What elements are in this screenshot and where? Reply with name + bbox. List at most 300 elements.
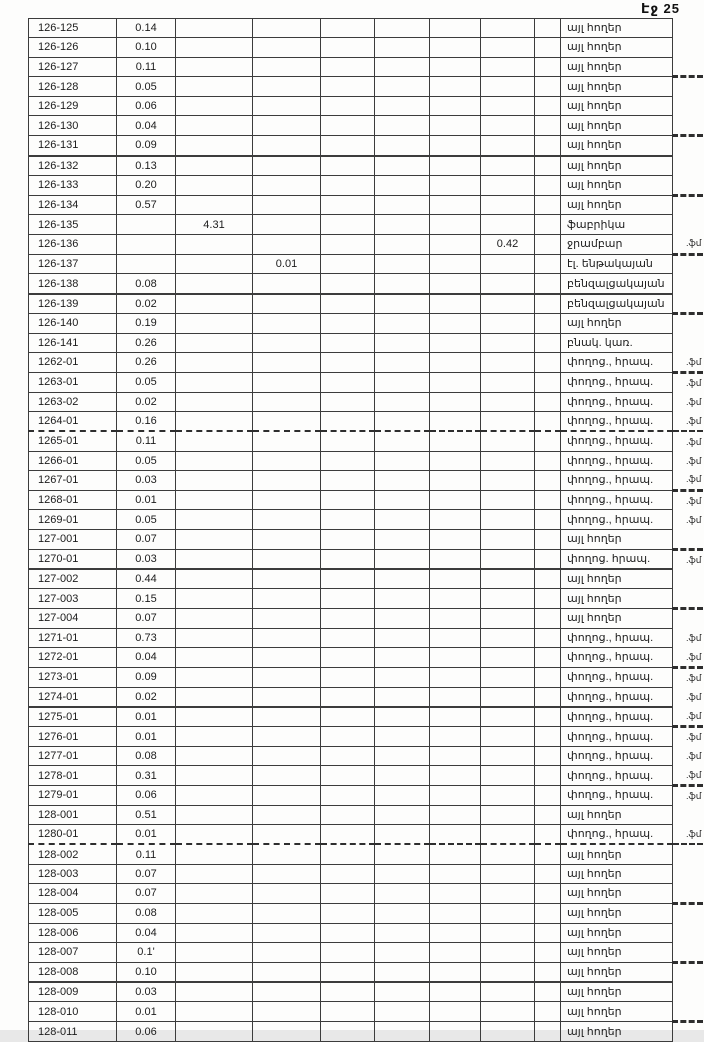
table-row [29,589,703,609]
margin-note: .ֆմ [686,495,702,506]
area-cell-col8 [481,254,535,274]
parcel-id-cell: 1270-01 [29,549,117,569]
area-cell-col9 [535,451,561,470]
area-cell-col6 [375,77,430,97]
area-cell-col3 [176,766,253,786]
parcel-id-cell: 127-004 [29,608,117,628]
area-cell-col9 [535,274,561,294]
area-cell-col4 [253,746,321,765]
area-cell-col7 [430,667,481,687]
area-cell-col5 [321,805,375,824]
area-cell-col4 [253,923,321,942]
table-row [29,411,703,431]
area-cell-col2: 0.04 [117,116,176,136]
area-cell-col6 [375,254,430,274]
area-cell-col9 [535,687,561,707]
area-cell-col7 [430,431,481,451]
area-cell-col7 [430,215,481,234]
area-cell-col3 [176,116,253,136]
area-cell-col5 [321,1022,375,1042]
margin-note [673,1002,703,1022]
land-use-cell: փողոց., հրապ. [561,766,673,786]
parcel-id-cell: 1266-01 [29,451,117,470]
margin-note [673,19,703,38]
area-cell-col5 [321,313,375,333]
area-cell-col4 [253,77,321,97]
parcel-id-cell: 128-003 [29,864,117,883]
area-cell-col4 [253,490,321,510]
area-cell-col3 [176,962,253,982]
area-cell-col6 [375,1022,430,1042]
table-row [29,628,703,647]
area-cell-col9 [535,333,561,352]
area-cell-col7 [430,195,481,215]
area-cell-col8 [481,431,535,451]
area-cell-col7 [430,589,481,609]
area-cell-col7 [430,234,481,254]
area-cell-col4 [253,470,321,490]
area-cell-col2: 0.05 [117,510,176,529]
area-cell-col4 [253,707,321,727]
land-use-cell: փողոց., հրապ. [561,451,673,470]
land-use-cell: փողոց., հրապ. [561,727,673,747]
parcel-id-cell: 128-001 [29,805,117,824]
land-use-cell: բենզալցակայան [561,274,673,294]
margin-note: .ֆմ [686,396,702,407]
table-row [29,470,703,490]
area-cell-col2: 0.04 [117,648,176,668]
area-cell-col8 [481,667,535,687]
area-cell-col4 [253,156,321,176]
area-cell-col5 [321,529,375,549]
margin-note: .ֆմ [686,751,702,762]
land-use-cell: բենզալցակայան [561,294,673,314]
area-cell-col2: 0.05 [117,451,176,470]
area-cell-col3 [176,175,253,195]
area-cell-col8 [481,707,535,727]
parcel-id-cell: 1268-01 [29,490,117,510]
area-cell-col6 [375,136,430,156]
area-cell-col7 [430,549,481,569]
land-use-cell: փողոց., հրապ. [561,510,673,529]
area-cell-col7 [430,1002,481,1022]
area-cell-col8 [481,746,535,765]
area-cell-col9 [535,510,561,529]
area-cell-col2: 0.1' [117,942,176,962]
land-use-cell: ֆաբրիկա [561,215,673,234]
parcel-id-cell: 1272-01 [29,648,117,668]
area-cell-col7 [430,294,481,314]
parcel-id-cell: 126-125 [29,19,117,38]
page-number: Էջ 25 [641,1,680,16]
area-cell-col4 [253,97,321,116]
area-cell-col6 [375,57,430,77]
area-cell-col7 [430,942,481,962]
area-cell-col8 [481,864,535,883]
area-cell-col2: 0.20 [117,175,176,195]
area-cell-col7 [430,864,481,883]
area-cell-col7 [430,707,481,727]
area-cell-col7 [430,903,481,923]
margin-note [673,333,703,352]
parcel-id-cell: 1271-01 [29,628,117,647]
area-cell-col8 [481,884,535,904]
area-cell-col5 [321,982,375,1002]
area-cell-col4 [253,1022,321,1042]
parcel-id-cell: 126-132 [29,156,117,176]
margin-note: .ֆմ [686,514,702,525]
area-cell-col7 [430,923,481,942]
area-cell-col8 [481,825,535,845]
area-cell-col7 [430,274,481,294]
area-cell-col3 [176,294,253,314]
area-cell-col8 [481,411,535,431]
area-cell-col9 [535,136,561,156]
table-row [29,844,703,864]
area-cell-col5 [321,766,375,786]
area-cell-col7 [430,982,481,1002]
area-cell-col6 [375,687,430,707]
margin-note: .ֆմ [673,825,703,845]
area-cell-col5 [321,38,375,57]
area-cell-col3 [176,648,253,668]
area-cell-col4 [253,19,321,38]
area-cell-col7 [430,884,481,904]
margin-note [673,97,703,116]
area-cell-col8: 0.42 [481,234,535,254]
area-cell-col8 [481,549,535,569]
area-cell-col5 [321,923,375,942]
area-cell-col5 [321,589,375,609]
margin-note [673,77,703,97]
table-row [29,805,703,824]
area-cell-col9 [535,234,561,254]
area-cell-col8 [481,19,535,38]
area-cell-col7 [430,1022,481,1042]
area-cell-col2: 0.10 [117,38,176,57]
area-cell-col7 [430,569,481,589]
land-use-cell: փողոց., հրապ. [561,372,673,392]
area-cell-col9 [535,116,561,136]
table-row [29,38,703,57]
area-cell-col9 [535,215,561,234]
area-cell-col6 [375,313,430,333]
parcel-id-cell: 127-003 [29,589,117,609]
area-cell-col2: 0.01 [117,727,176,747]
table-row [29,372,703,392]
table-row [29,175,703,195]
area-cell-col7 [430,529,481,549]
land-use-cell: այլ հողեր [561,982,673,1002]
parcel-id-cell: 1277-01 [29,746,117,765]
area-cell-col8 [481,451,535,470]
area-cell-col8 [481,962,535,982]
area-cell-col2: 0.01 [117,1002,176,1022]
area-cell-col8 [481,982,535,1002]
margin-note: .ֆմ [673,766,703,786]
area-cell-col7 [430,97,481,116]
area-cell-col5 [321,825,375,845]
margin-note: .ֆմ [673,353,703,373]
margin-note [673,156,703,176]
area-cell-col7 [430,411,481,431]
area-cell-col7 [430,38,481,57]
area-cell-col7 [430,766,481,786]
area-cell-col6 [375,510,430,529]
area-cell-col8 [481,274,535,294]
table-row [29,608,703,628]
area-cell-col3 [176,805,253,824]
area-cell-col2: 0.04 [117,923,176,942]
land-use-cell: այլ հողեր [561,136,673,156]
parcel-id-cell: 126-129 [29,97,117,116]
land-use-cell: փողոց., հրապ. [561,490,673,510]
land-use-cell: փողոց., հրապ. [561,470,673,490]
area-cell-col5 [321,431,375,451]
margin-note [673,313,703,333]
parcel-id-cell: 128-011 [29,1022,117,1042]
table-row [29,707,703,727]
area-cell-col2 [117,215,176,234]
area-cell-col4 [253,608,321,628]
margin-note [673,136,703,156]
area-cell-col9 [535,38,561,57]
area-cell-col6 [375,372,430,392]
area-cell-col9 [535,648,561,668]
table-row [29,648,703,668]
area-cell-col8 [481,1002,535,1022]
area-cell-col8 [481,648,535,668]
land-use-cell: փողոց., հրապ. [561,431,673,451]
parcel-id-cell: 1278-01 [29,766,117,786]
parcel-id-cell: 128-010 [29,1002,117,1022]
land-use-cell: այլ հողեր [561,313,673,333]
parcel-id-cell: 1274-01 [29,687,117,707]
table-row [29,431,703,451]
area-cell-col3 [176,825,253,845]
area-cell-col6 [375,844,430,864]
table-row [29,903,703,923]
area-cell-col2: 0.51 [117,805,176,824]
area-cell-col6 [375,707,430,727]
area-cell-col4 [253,57,321,77]
table-row [29,786,703,806]
area-cell-col6 [375,569,430,589]
area-cell-col4 [253,116,321,136]
area-cell-col5 [321,746,375,765]
area-cell-col5 [321,372,375,392]
area-cell-col8 [481,175,535,195]
area-cell-col3 [176,313,253,333]
area-cell-col4 [253,38,321,57]
area-cell-col2: 0.02 [117,294,176,314]
area-cell-col4 [253,549,321,569]
parcel-id-cell: 126-138 [29,274,117,294]
area-cell-col3 [176,97,253,116]
parcel-id-cell: 126-136 [29,234,117,254]
area-cell-col5 [321,942,375,962]
parcel-id-cell: 126-127 [29,57,117,77]
area-cell-col9 [535,727,561,747]
area-cell-col4 [253,766,321,786]
area-cell-col5 [321,195,375,215]
parcel-id-cell: 126-141 [29,333,117,352]
area-cell-col4 [253,274,321,294]
area-cell-col9 [535,628,561,647]
area-cell-col7 [430,19,481,38]
table-row [29,77,703,97]
table-row [29,19,703,38]
area-cell-col3 [176,589,253,609]
table-row [29,136,703,156]
area-cell-col7 [430,825,481,845]
land-use-cell: այլ հողեր [561,884,673,904]
table-row [29,529,703,549]
area-cell-col6 [375,923,430,942]
area-cell-col7 [430,746,481,765]
area-cell-col6 [375,825,430,845]
parcel-id-cell: 128-006 [29,923,117,942]
area-cell-col2: 0.07 [117,608,176,628]
area-cell-col3 [176,549,253,569]
area-cell-col4 [253,569,321,589]
land-use-cell: ջրամբար [561,234,673,254]
area-cell-col7 [430,392,481,411]
area-cell-col8 [481,923,535,942]
table-row [29,254,703,274]
area-cell-col3 [176,353,253,373]
area-cell-col9 [535,982,561,1002]
area-cell-col2: 0.11 [117,431,176,451]
area-cell-col4 [253,294,321,314]
area-cell-col2: 0.01 [117,825,176,845]
area-cell-col3 [176,510,253,529]
area-cell-col3 [176,608,253,628]
parcel-id-cell: 1279-01 [29,786,117,806]
area-cell-col2: 0.06 [117,97,176,116]
area-cell-col6 [375,38,430,57]
area-cell-col5 [321,57,375,77]
area-cell-col6 [375,392,430,411]
margin-note: .ֆմ [686,455,702,466]
table-row [29,57,703,77]
area-cell-col6 [375,451,430,470]
land-use-cell: այլ հողեր [561,962,673,982]
area-cell-col2: 0.14 [117,19,176,38]
area-cell-col4 [253,451,321,470]
margin-note: .ֆմ [673,411,703,431]
area-cell-col3 [176,687,253,707]
land-use-cell: այլ հողեր [561,942,673,962]
area-cell-col3 [176,156,253,176]
area-cell-col2: 0.19 [117,313,176,333]
area-cell-col4 [253,903,321,923]
area-cell-col2: 0.73 [117,628,176,647]
area-cell-col9 [535,805,561,824]
area-cell-col7 [430,805,481,824]
margin-note [673,569,703,589]
area-cell-col5 [321,490,375,510]
parcel-id-cell: 126-140 [29,313,117,333]
land-use-cell: այլ հողեր [561,116,673,136]
area-cell-col3 [176,923,253,942]
area-cell-col4 [253,195,321,215]
parcel-id-cell: 1263-02 [29,392,117,411]
area-cell-col8 [481,687,535,707]
area-cell-col8 [481,215,535,234]
area-cell-col5 [321,77,375,97]
area-cell-col6 [375,648,430,668]
area-cell-col9 [535,392,561,411]
area-cell-col2: 0.03 [117,982,176,1002]
area-cell-col6 [375,353,430,373]
area-cell-col5 [321,234,375,254]
margin-note [673,215,703,234]
table-row [29,687,703,707]
area-cell-col5 [321,116,375,136]
area-cell-col6 [375,746,430,765]
area-cell-col2: 0.13 [117,156,176,176]
area-cell-col4: 0.01 [253,254,321,274]
area-cell-col8 [481,529,535,549]
area-cell-col3 [176,38,253,57]
table-row [29,825,703,845]
area-cell-col2: 0.06 [117,786,176,806]
margin-note [673,903,703,923]
margin-note: .ֆմ [673,470,703,490]
parcel-id-cell: 127-001 [29,529,117,549]
area-cell-col6 [375,608,430,628]
area-cell-col4 [253,431,321,451]
parcel-id-cell: 128-002 [29,844,117,864]
area-cell-col2: 0.44 [117,569,176,589]
area-cell-col9 [535,923,561,942]
area-cell-col9 [535,529,561,549]
area-cell-col8 [481,569,535,589]
land-use-cell: փողոց., հրապ. [561,786,673,806]
area-cell-col4 [253,333,321,352]
area-cell-col2 [117,234,176,254]
area-cell-col3 [176,1002,253,1022]
land-use-cell: փողոց., հրապ. [561,746,673,765]
area-cell-col6 [375,942,430,962]
area-cell-col3 [176,667,253,687]
area-cell-col8 [481,766,535,786]
area-cell-col9 [535,1002,561,1022]
area-cell-col8 [481,589,535,609]
land-use-cell: այլ հողեր [561,589,673,609]
area-cell-col3 [176,982,253,1002]
parcel-id-cell: 126-134 [29,195,117,215]
area-cell-col8 [481,844,535,864]
area-cell-col9 [535,707,561,727]
area-cell-col7 [430,687,481,707]
area-cell-col3 [176,431,253,451]
area-cell-col7 [430,490,481,510]
area-cell-col3 [176,57,253,77]
area-cell-col9 [535,825,561,845]
area-cell-col9 [535,884,561,904]
land-use-cell: այլ հողեր [561,569,673,589]
area-cell-col7 [430,353,481,373]
area-cell-col5 [321,175,375,195]
table-row [29,274,703,294]
area-cell-col6 [375,97,430,116]
area-cell-col9 [535,195,561,215]
area-cell-col4 [253,411,321,431]
area-cell-col4 [253,825,321,845]
area-cell-col5 [321,19,375,38]
